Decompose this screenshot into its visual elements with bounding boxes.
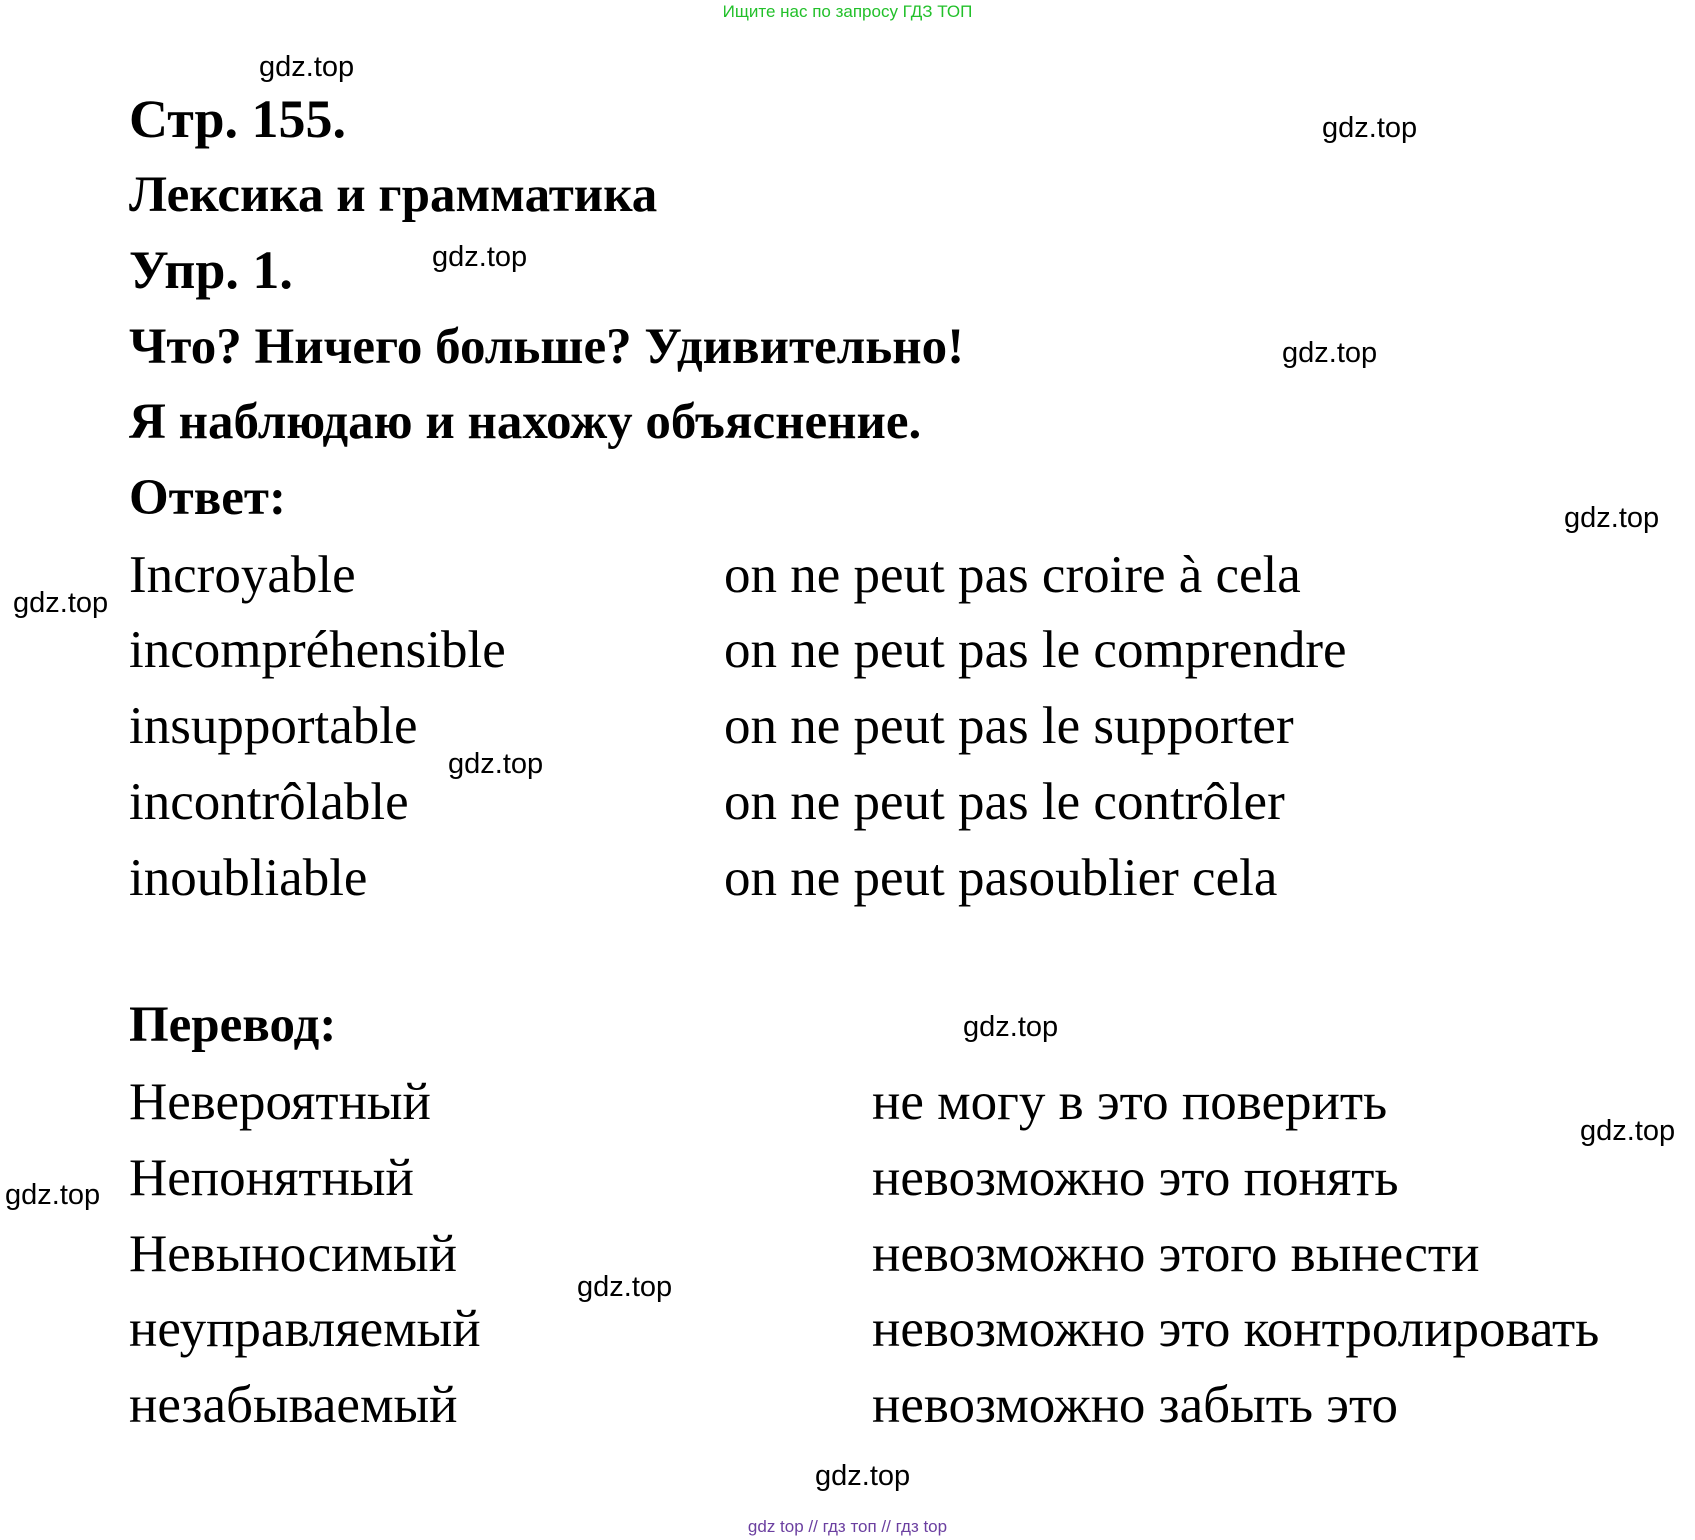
watermark: gdz.top [1322,112,1418,144]
translation-meaning: невозможно забыть это [872,1376,1399,1434]
exercise-heading: Что? Ничего больше? Удивительно! [129,319,965,375]
answer-word: incontrôlable [129,773,409,831]
watermark: gdz.top [963,1011,1059,1043]
answer-meaning: on ne peut pas croire à cela [724,546,1301,604]
watermark: gdz.top [448,748,544,780]
watermark: gdz.top [1564,502,1660,534]
translation-word: неуправляемый [129,1300,481,1358]
page-title: Стр. 155. [129,89,347,149]
answer-meaning: on ne peut pas le comprendre [724,621,1347,679]
answer-meaning: on ne peut pasoublier cela [724,849,1278,907]
watermark: gdz.top [1580,1115,1676,1147]
watermark: gdz.top [577,1271,673,1303]
watermark: gdz.top [13,587,109,619]
translation-meaning: невозможно это понять [872,1149,1399,1207]
answer-word: Incroyable [129,546,356,604]
translation-meaning: невозможно этого вынести [872,1225,1480,1283]
answer-label: Ответ: [129,470,286,526]
translation-meaning: не могу в это поверить [872,1073,1388,1131]
bottom-banner-link[interactable]: gdz top // гдз топ // гдз top [747,1517,948,1536]
translation-meaning: невозможно это контролировать [872,1300,1600,1358]
watermark: gdz.top [432,241,528,273]
exercise-title: Упр. 1. [129,240,293,300]
top-banner-link[interactable]: Ищите нас по запросу ГДЗ ТОП [722,2,973,21]
translation-word: незабываемый [129,1376,458,1434]
answer-meaning: on ne peut pas le contrôler [724,773,1285,831]
section-title: Лексика и грамматика [129,167,658,223]
watermark: gdz.top [1282,337,1378,369]
translation-label: Перевод: [129,997,337,1053]
exercise-subheading: Я наблюдаю и нахожу объяснение. [129,394,922,450]
answer-meaning: on ne peut pas le supporter [724,697,1294,755]
watermark: gdz.top [5,1179,101,1211]
answer-word: inoubliable [129,849,368,907]
translation-word: Непонятный [129,1149,414,1207]
answer-word: incompréhensible [129,621,506,679]
translation-word: Невероятный [129,1073,431,1131]
watermark: gdz.top [815,1460,911,1492]
watermark: gdz.top [259,51,355,83]
translation-word: Невыносимый [129,1225,458,1283]
answer-word: insupportable [129,697,418,755]
